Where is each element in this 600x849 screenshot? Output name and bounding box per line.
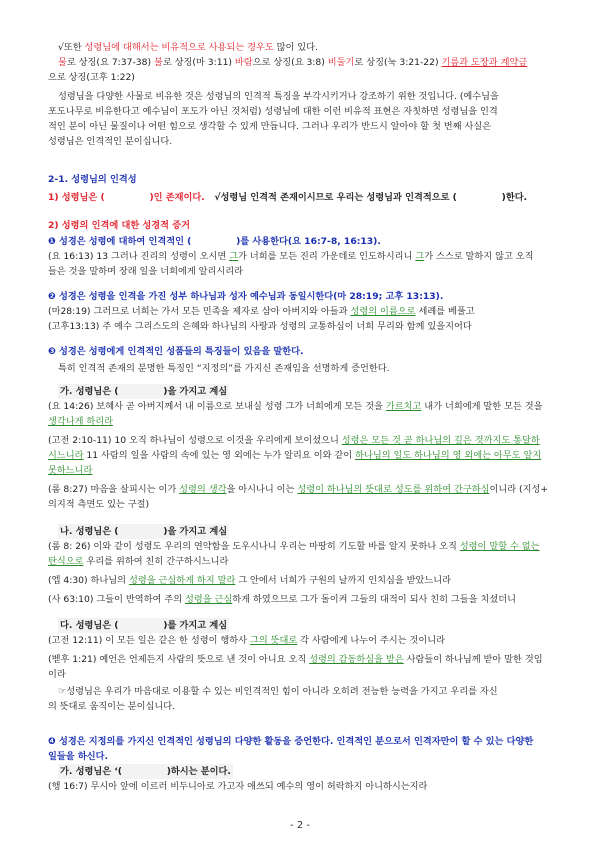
text: √또한 bbox=[58, 42, 85, 53]
verse-line bbox=[48, 573, 568, 588]
text: (고전 12:11) 이 모든 일은 같은 한 성령이 행하사 bbox=[48, 635, 250, 646]
text: 가. 성령님은 ‘( bbox=[60, 766, 122, 777]
text: 하게 하였으므로 그가 돌이켜 그들의 대적이 되사 친히 그들을 치셨더니 bbox=[232, 594, 516, 605]
text: )인 존재이다. bbox=[149, 192, 215, 203]
text: 그 안에서 너희가 구원의 날까지 인치심을 받았느니라 bbox=[235, 575, 452, 586]
verse-line bbox=[48, 433, 568, 448]
section-title: 2-1. 성령님의 인격성 bbox=[48, 174, 137, 185]
verse-line bbox=[48, 592, 568, 607]
text: 각 사람에게 나누어 주시는 것이니라 bbox=[297, 635, 445, 646]
emphasis: 그 bbox=[415, 251, 425, 262]
text: (벧후 1:21) 예언은 언제든지 사람의 뜻으로 낸 것이 아니요 오직 bbox=[48, 654, 310, 665]
emphasis: 탄식으로 bbox=[48, 556, 84, 567]
text: 로 상징(요 7:37-38) bbox=[66, 57, 154, 68]
text: 가. 성령님은 ( bbox=[60, 386, 119, 397]
text: 사람들이 하나님께 받아 말한 것임 bbox=[403, 654, 543, 665]
verse-line: 이라 bbox=[48, 669, 66, 680]
verse-line bbox=[48, 399, 568, 414]
bullet-4-cont: 일들을 하신다. bbox=[48, 751, 108, 762]
note-line: ☞성령님은 우리가 마음대로 이용할 수 있는 비인격적인 힘이 아니라 오히려 전능한 능력을 가지고 우리를 자신 bbox=[58, 686, 498, 697]
heading-1 bbox=[48, 190, 568, 205]
verse-line: (고후13:13) 주 예수 그리스도의 은혜와 하나님의 사랑과 성령의 교통하심이 너희 무리와 함께 있을지어다 bbox=[48, 321, 472, 332]
text: 가 스스로 말하지 않고 오직 bbox=[424, 251, 534, 262]
bullet-3-sub: 특히 인격적 존재의 분명한 특징인 “지정의”를 가지신 존재임을 선명하게 증언한다. bbox=[58, 363, 390, 374]
text: 이니라 (지성+ bbox=[489, 484, 549, 495]
emphasis: 성령의 감동하심을 받은 bbox=[309, 654, 404, 665]
symbol-oil-seal: 기름과 도장과 계약금 bbox=[441, 57, 528, 68]
verse-line bbox=[48, 652, 568, 667]
paragraph-line: 성령님은 인격적인 분이십니다. bbox=[48, 136, 173, 147]
blank bbox=[191, 236, 236, 247]
section-2 bbox=[48, 218, 568, 376]
bullet-1 bbox=[48, 234, 568, 249]
text: ❶ 성경은 성령에 대하여 인격적인 ( bbox=[48, 236, 192, 247]
emphasis: 가르치고 bbox=[385, 401, 422, 412]
section-2-1 bbox=[48, 172, 568, 205]
subsection-da bbox=[48, 618, 568, 714]
text: (롬 8:27) 마음을 살피시는 이가 bbox=[48, 484, 180, 495]
emphasis: 시느니라 bbox=[48, 450, 84, 461]
text: (요 14:26) 보혜사 곧 아버지께서 내 이름으로 보내실 성령 그가 너희에게 모든 것을 bbox=[48, 401, 386, 412]
text: (고전 2:10-11) 10 오직 하나님이 성령으로 이것을 우리에게 보이셨으니 bbox=[48, 435, 342, 446]
text: (엡 4:30) 하나님의 bbox=[48, 575, 129, 586]
text: 우리를 위하여 친히 간구하시느니라 bbox=[83, 556, 229, 567]
symbol-fire: 불 bbox=[153, 57, 163, 68]
page-number: - 2 - bbox=[290, 820, 310, 831]
text: 로 상징(마 3:11) bbox=[162, 57, 235, 68]
text: )를 사용한다(요 16:7-8, 16:13). bbox=[236, 236, 381, 247]
paragraph-line: 포도나무로 비유한다고 예수님이 포도가 아닌 것처럼) 성령님에 대한 이런 비유적 표현은 자칫하면 성령님을 인격 bbox=[48, 106, 498, 117]
text: 다. 성령님은 ( bbox=[60, 620, 119, 631]
emphasis: 성령을 근심하게 하지 말라 bbox=[128, 575, 236, 586]
blank bbox=[118, 620, 163, 631]
text: 세례를 베풀고 bbox=[415, 306, 475, 317]
verse-line bbox=[48, 249, 568, 264]
text: (마28:19) 그러므로 너희는 가서 모든 민족을 제자로 삼아 아버지와 아들과 bbox=[48, 306, 351, 317]
verse-line bbox=[48, 633, 568, 648]
blank bbox=[118, 386, 163, 397]
text: )한다. bbox=[501, 192, 528, 203]
text: )을 가지고 계심 bbox=[163, 526, 228, 537]
bullet-4-section bbox=[48, 734, 568, 794]
text: )을 가지고 계심 bbox=[163, 386, 228, 397]
sub-heading bbox=[48, 764, 568, 779]
intro-line-1 bbox=[48, 40, 568, 55]
verse-line: 못하느니라 bbox=[48, 465, 93, 476]
verse-line: 의지적 측면도 있는 구절) bbox=[48, 499, 150, 510]
text: 11 사람의 일을 사람의 속에 있는 영 외에는 누가 알리요 이와 같이 bbox=[83, 450, 356, 461]
emphasis: 하나님의 일도 하나님의 영 외에는 아무도 알지 bbox=[355, 450, 542, 461]
symbol-wind: 바람 bbox=[234, 57, 253, 68]
symbol-water: 물 bbox=[58, 57, 67, 68]
blank bbox=[457, 192, 502, 203]
verse-line: (행 16:7) 무시아 앞에 이르러 비두니아로 가고자 애쓰되 예수의 영이 허락하지 아니하시는지라 bbox=[48, 781, 428, 792]
intro-line-2 bbox=[48, 55, 568, 70]
intro-line-3: 으로 상징(고후 1:22) bbox=[48, 72, 135, 83]
note-line: 의 뜻대로 움직이는 분이십니다. bbox=[48, 701, 176, 712]
text: 가 너희를 모든 진리 가운데로 인도하시리니 bbox=[238, 251, 416, 262]
text: )를 가지고 계심 bbox=[163, 620, 228, 631]
emphasis: 성령이 말할 수 없는 bbox=[459, 541, 540, 552]
text: 1) 성령님은 ( bbox=[48, 192, 105, 203]
text: 내가 너희에게 말한 모든 것을 bbox=[421, 401, 543, 412]
highlight-text: 성령님에 대해서는 비유적으로 사용되는 경우도 bbox=[84, 42, 274, 53]
text: 을 아시나니 이는 bbox=[226, 484, 298, 495]
emphasis: 성령은 모든 것 곧 하나님의 깊은 것까지도 통달하 bbox=[341, 435, 540, 446]
bullet-4: ❹ 성경은 지정의를 가지신 인격적인 성령님의 다양한 활동을 증언한다. 인격적인 분으로서 인격자만이 할 수 있는 다양한 bbox=[48, 736, 534, 747]
symbol-dove: 비둘기 bbox=[327, 57, 355, 68]
bullet-3: ❸ 성경은 성령에게 인격적인 성품들의 특징들이 있음을 말한다. bbox=[48, 346, 304, 357]
paragraph-line: 성령님을 다양한 사물로 비유한 것은 성령님의 인격적 특징을 부각시키거나 강조하기 위한 것입니다. (예수님을 bbox=[58, 91, 499, 102]
sub-heading bbox=[48, 384, 568, 399]
verse-line bbox=[48, 304, 568, 319]
verse-line bbox=[48, 539, 568, 554]
blank bbox=[118, 526, 163, 537]
paragraph-line: 적인 분이 아닌 물질이나 어떤 힘으로 생각할 수 있게 만듭니다. 그러나 우리가 반드시 알아야 할 첫 번째 사실은 bbox=[48, 121, 492, 132]
intro-section bbox=[48, 40, 568, 149]
text: (롬 8: 26) 이와 같이 성령도 우리의 연약함을 도우시나니 우리는 마땅히 기도할 바를 알지 못하나 오직 bbox=[48, 541, 460, 552]
emphasis: 그의 뜻대로 bbox=[249, 635, 298, 646]
subsection-ga bbox=[48, 384, 568, 512]
verse-line: 들은 것을 말하며 장래 일을 너희에게 알리시리라 bbox=[48, 266, 244, 277]
subsection-na bbox=[48, 524, 568, 607]
verse-line bbox=[48, 554, 568, 569]
blank bbox=[105, 192, 150, 203]
emphasis: 성령의 이름으로 bbox=[350, 306, 416, 317]
text: (사 63:10) 그들이 반역하여 주의 bbox=[48, 594, 185, 605]
section-title: 2) 성령의 인격에 대한 성경적 증거 bbox=[48, 220, 190, 231]
blank bbox=[122, 766, 167, 777]
verse-line: 생각나게 하리라 bbox=[48, 416, 114, 427]
text: 로 상징(눅 3:21-22) bbox=[354, 57, 442, 68]
emphasis: 성령이 하나님의 뜻대로 성도를 위하여 간구하심 bbox=[297, 484, 490, 495]
text: )하시는 분이다. bbox=[166, 766, 231, 777]
emphasis: 그 bbox=[229, 251, 239, 262]
text: (요 16:13) 13 그러나 진리의 성령이 오시면 bbox=[48, 251, 230, 262]
emphasis: 성령의 생각 bbox=[179, 484, 227, 495]
sub-heading bbox=[48, 524, 568, 539]
emphasis: 성령을 근심 bbox=[185, 594, 233, 605]
text: 많이 있다. bbox=[273, 42, 318, 53]
intro-paragraph bbox=[48, 89, 568, 149]
text: 으로 상징(요 3:8) bbox=[252, 57, 328, 68]
verse-line bbox=[48, 448, 568, 463]
text: √성령님 인격적 존재이시므로 우리는 성령님과 인격적으로 ( bbox=[214, 192, 457, 203]
sub-heading bbox=[48, 618, 568, 633]
verse-line bbox=[48, 482, 568, 497]
text: 나. 성령님은 ( bbox=[60, 526, 119, 537]
bullet-2: ❷ 성경은 성령을 인격을 가진 성부 하나님과 성자 예수님과 동일시한다(마 28:19; 고후 13:13). bbox=[48, 291, 444, 302]
